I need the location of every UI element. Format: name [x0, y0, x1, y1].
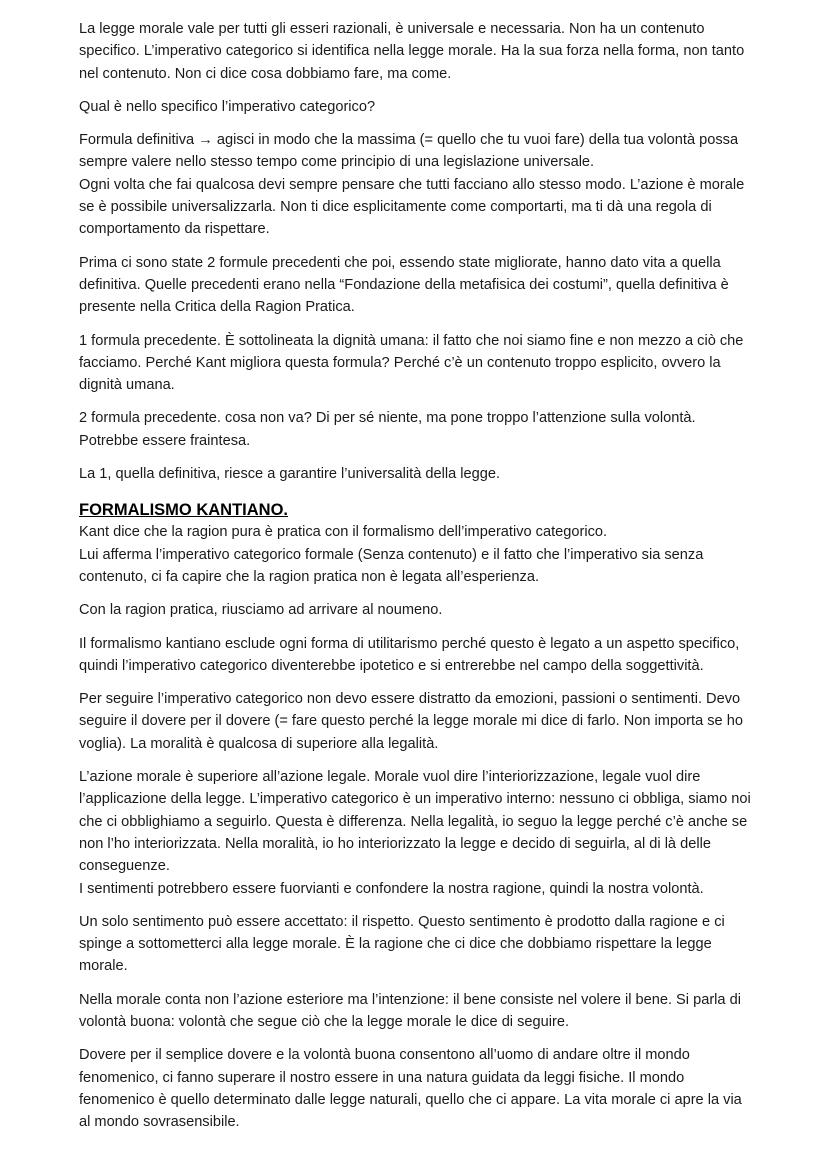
paragraph-ragion-pura [79, 521, 751, 588]
paragraph-formule-precedenti: Prima ci sono state 2 formule precedenti che poi, essendo state migliorate, hanno dato vita a quella definitiva. Quelle precedenti erano nella “Fondazione della metafisica dei costumi”, quella definitiva è presente nella Critica della Ragion Pratica. [79, 254, 729, 316]
paragraph-universalita: La 1, quella definitiva, riesce a garantire l’universalità della legge. [79, 466, 501, 483]
paragraph-utilitarismo: Il formalismo kantiano esclude ogni forma di utilitarismo perché questo è legato a un aspetto specifico, quindi l’imperativo categorico diventerebbe ipotetico e si entrerebbe nel campo della soggettività. [79, 635, 740, 674]
formale-line: Lui afferma l’imperativo categorico formale (Senza contenuto) e il fatto che l’imperativo sia senza contenuto, ci fa capire che la ragion pratica non è legata all’esperienza. [79, 546, 704, 585]
paragraph-intenzione: Nella morale conta non l’azione esteriore ma l’intenzione: il bene consiste nel volere il bene. Si parla di volontà buona: volontà che segue ciò che la legge morale le dice di seguire. [79, 991, 741, 1030]
section-title: FORMALISMO KANTIANO [79, 501, 284, 520]
paragraph-question: Qual è nello specifico l’imperativo categorico? [79, 98, 376, 115]
paragraph-legge-morale: La legge morale vale per tutti gli esseri razionali, è universale e necessaria. Non ha un contenuto specifico. L’imperativo categorico si identifica nella legge morale. Ha la sua forza nella forma, non tanto nel contenuto. Non ci dice cosa dobbiamo fare, ma come. [79, 21, 745, 82]
paragraph-mondo-sovrasensibile: Dovere per il semplice dovere e la volontà buona consentono all’uomo di andare oltre il mondo fenomenico, ci fanno superare il nostro essere in una natura guidata da leggi fisiche. Il mondo fenomenico è quello determinato dalle legge naturali, quello che ci appare. La vita morale ci apre la via al mondo sovrasensibile. [79, 1047, 742, 1131]
document-page [79, 18, 751, 1144]
paragraph-prima-formula: 1 formula precedente. È sottolineata la dignità umana: il fatto che noi siamo fine e non mezzo a ciò che facciamo. Perché Kant migliora questa formula? Perché c’è un contenuto troppo esplicito, ovvero la dignità umana. [79, 332, 744, 394]
formula-label: Formula definitiva [79, 132, 199, 149]
paragraph-dovere: Per seguire l’imperativo categorico non devo essere distratto da emozioni, passioni o sentimenti. Devo seguire il dovere per il dovere (= fare questo perché la legge morale mi dice di farlo. Non importa se ho voglia). La moralità è qualcosa di superiore alla legalità. [79, 691, 743, 752]
sentimenti-line: I sentimenti potrebbero essere fuorvianti e confondere la nostra ragione, quindi la nostra volontà. [79, 880, 704, 897]
arrow-right-icon: → [198, 132, 213, 149]
paragraph-rispetto: Un solo sentimento può essere accettato: il rispetto. Questo sentimento è prodotto dalla ragione e ci spinge a sottometterci alla legge morale. È la ragione che ci dice che dobbiamo rispettare la legge morale. [79, 913, 725, 975]
paragraph-formula-definitiva [79, 129, 751, 240]
paragraph-azione-morale [79, 766, 751, 900]
paragraph-noumeno: Con la ragion pratica, riusciamo ad arrivare al noumeno. [79, 602, 443, 619]
formula-explanation: Ogni volta che fai qualcosa devi sempre pensare che tutti facciano allo stesso modo. L’azione è morale se è possibile universalizzarla. Non ti dice esplicitamente come comportarti, ma ti dà una regola di comportamento da rispettare. [79, 176, 745, 238]
section-heading [79, 499, 751, 521]
azione-morale-text: L’azione morale è superiore all’azione legale. Morale vuol dire l’interiorizzazione, legale vuol dire l’applicazione della legge. L’imperativo categorico è un imperativo interno: nessuno ci obbliga, siamo noi che ci obblighiamo a seguirlo. Questa è differenza. Nella legalità, io seguo la legge perché c’è anche se non l’ho interiorizzata. Nella moralità, io ho interiorizzato la legge e decido di seguirla, al di là delle conseguenze. [79, 769, 751, 875]
formula-text: agisci in modo che la massima (= quello che tu vuoi fare) della tua volontà possa sempre valere nello stesso tempo come principio di una legislazione universale. [79, 132, 739, 171]
paragraph-seconda-formula: 2 formula precedente. cosa non va? Di per sé niente, ma pone troppo l’attenzione sulla volontà. Potrebbe essere fraintesa. [79, 410, 696, 449]
section-title-dot: . [283, 501, 288, 520]
ragion-pura-line: Kant dice che la ragion pura è pratica con il formalismo dell’imperativo categorico. [79, 524, 608, 541]
